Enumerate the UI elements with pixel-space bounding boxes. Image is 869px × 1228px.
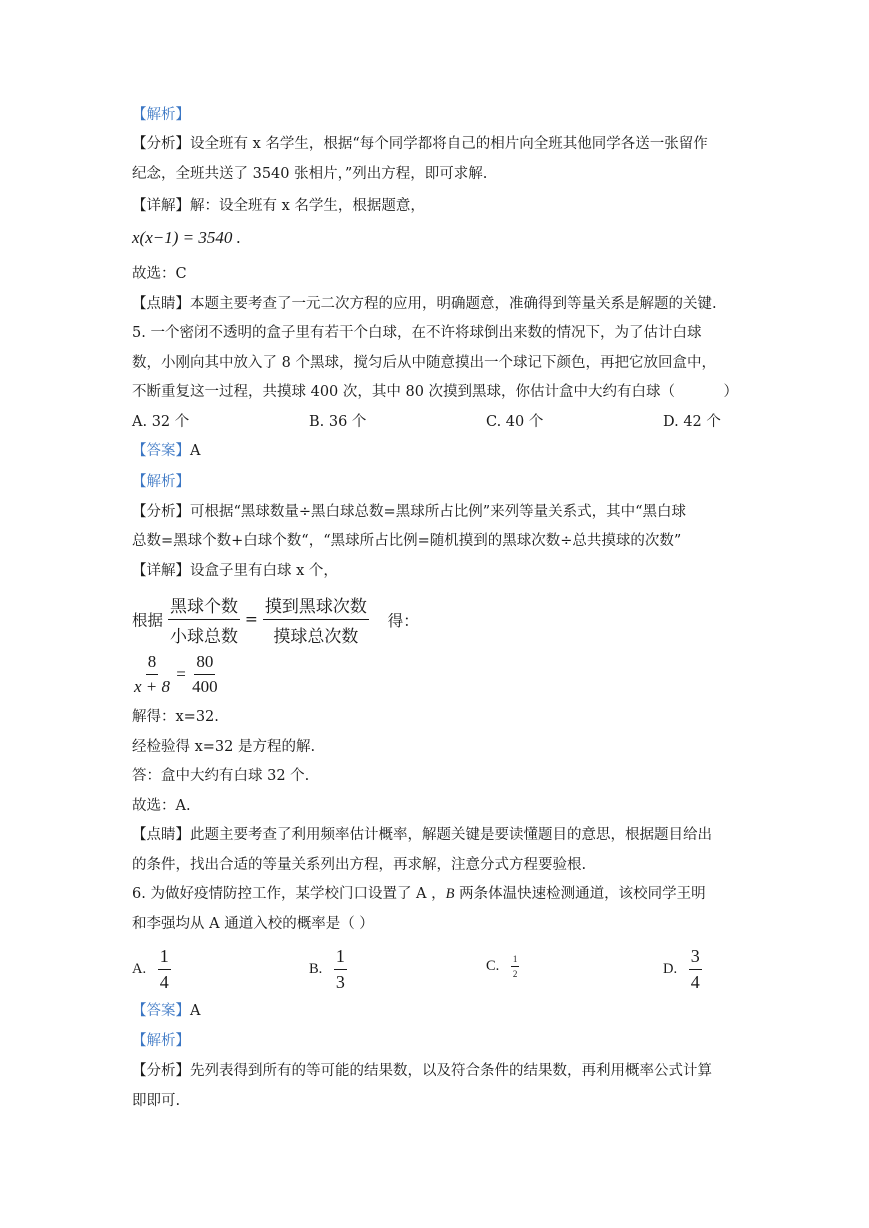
fraction-numerator: 黑球个数 xyxy=(168,592,240,620)
fraction-3-over-4 xyxy=(689,946,702,993)
q4-answer-choice: 故选：C xyxy=(132,266,187,282)
q6-analysis-line-2: 即即可. xyxy=(132,1093,181,1109)
q5-comment-line-1 xyxy=(132,825,738,845)
section-jiexi xyxy=(132,105,190,125)
q5-stem-line-2: 数，小刚向其中放入了 8 个黑球，搅匀后从中随意摸出一个球记下颜色，再把它放回盒中， xyxy=(132,355,716,371)
q5-verify-line: 经检验得 x=32 是方程的解. xyxy=(132,739,316,755)
q5-option-b: B. 36 个 xyxy=(309,414,367,430)
q4-analysis-text-1: 设全班有 x 名学生，根据“每个同学都将自己的相片向全班其他同学各送一张留作 xyxy=(190,136,708,152)
fraction-numerator: 1 xyxy=(334,946,347,970)
q6-answer-line xyxy=(132,1001,200,1021)
fenxi-tag: 【分析】 xyxy=(132,136,190,152)
q5-proportion-equation xyxy=(132,592,419,647)
q6-answer-value: A xyxy=(190,1003,201,1019)
q4-analysis-line-1 xyxy=(132,134,738,154)
q5-jiexi xyxy=(132,472,190,492)
fenxi-tag: 【分析】 xyxy=(132,1063,190,1079)
q5-solve-line: 解得：x=32. xyxy=(132,709,219,725)
xiangjie-tag: 【详解】 xyxy=(132,563,190,579)
q5-answer-value: A xyxy=(190,443,201,459)
q5-comment-line-2: 的条件，找出合适的等量关系列出方程，再求解，注意分式方程要验根. xyxy=(132,857,587,873)
q5-answer-line xyxy=(132,441,200,461)
q6-option-a xyxy=(132,946,171,993)
fraction-draws-over-total-draws xyxy=(263,592,369,647)
q5-analysis-line-1 xyxy=(132,502,738,522)
fraction-numerator: 80 xyxy=(194,652,215,675)
q5-option-d: D. 42 个 xyxy=(663,414,721,430)
option-label: B. xyxy=(309,961,323,977)
q4-comment-line xyxy=(132,294,717,314)
fraction-denominator: x + 8 xyxy=(134,677,171,696)
q6-option-c xyxy=(486,954,519,979)
fraction-denominator: 4 xyxy=(690,972,700,992)
q5-answer-choice: 故选：A. xyxy=(132,798,191,814)
q4-detail-line xyxy=(132,196,425,216)
fraction-denominator: 小球总数 xyxy=(169,627,238,647)
jiexi-tag: 【解析】 xyxy=(132,1033,190,1049)
fraction-black-over-total xyxy=(168,592,240,647)
q5-analysis-text-1: 可根据“黑球数量÷黑白球总数=黑球所占比例”来列等量关系式，其中“黑白球 xyxy=(190,504,687,520)
option-label: C. xyxy=(486,958,500,974)
xiangjie-tag: 【详解】 xyxy=(132,198,190,214)
fraction-denominator: 3 xyxy=(335,972,345,992)
q6-stem-text-1a: 6. 为做好疫情防控工作，某学校门口设置了 A ， xyxy=(132,886,446,902)
jiexi-tag: 【解析】 xyxy=(132,107,190,123)
q4-analysis-line-2: 纪念，全班共送了 3540 张相片，”列出方程，即可求解. xyxy=(132,166,488,182)
dianjing-tag: 【点睛】 xyxy=(132,827,190,843)
q5-detail-text: 设盒子里有白球 x 个， xyxy=(190,563,338,579)
q5-option-a: A. 32 个 xyxy=(132,414,190,430)
q5-stem-line-1: 5. 一个密闭不透明的盒子里有若干个白球，在不许将球倒出来数的情况下，为了估计白球 xyxy=(132,325,702,341)
fraction-numerator: 1 xyxy=(511,954,520,967)
fraction-1-over-2 xyxy=(511,954,520,979)
q5-numeric-equation xyxy=(132,652,220,697)
genju-text: 根据 xyxy=(132,611,164,630)
q5-stem-line-3 xyxy=(132,382,738,402)
de-text: 得： xyxy=(387,611,419,630)
q6-stem-text-1c: 两条体温快速检测通道，该校同学王明 xyxy=(454,886,706,902)
option-label: A. xyxy=(132,961,147,977)
fraction-denominator: 摸球总次数 xyxy=(273,627,359,647)
q6-stem-line-2: 和李强均从 A 通道入校的概率是（ ） xyxy=(132,916,374,932)
equals-sign: = xyxy=(244,610,258,629)
fraction-numerator: 8 xyxy=(146,652,159,675)
q6-channel-b: B xyxy=(445,886,455,902)
q6-analysis-line-1 xyxy=(132,1061,738,1081)
fraction-numerator: 摸到黑球次数 xyxy=(263,592,369,620)
q5-stem-paren-close: ） xyxy=(723,384,738,400)
daan-tag: 【答案】 xyxy=(132,1003,190,1019)
q6-analysis-text-1: 先列表得到所有的等可能的结果数，以及符合条件的结果数，再利用概率公式计算 xyxy=(190,1063,712,1079)
fenxi-tag: 【分析】 xyxy=(132,504,190,520)
fraction-numerator: 3 xyxy=(689,946,702,970)
q5-detail-line xyxy=(132,561,338,581)
fraction-8-over-x-plus-8 xyxy=(132,652,172,697)
daan-tag: 【答案】 xyxy=(132,443,190,459)
q4-comment-text: 本题主要考查了一元二次方程的应用，明确题意，准确得到等量关系是解题的关键. xyxy=(190,296,717,312)
q4-equation: x(x−1) = 3540 . xyxy=(132,228,241,247)
fraction-numerator: 1 xyxy=(158,946,171,970)
q5-answer-statement: 答：盒中大约有白球 32 个. xyxy=(132,768,310,784)
option-label: D. xyxy=(663,961,678,977)
q5-option-c: C. 40 个 xyxy=(486,414,544,430)
fraction-1-over-4 xyxy=(158,946,171,993)
fraction-80-over-400 xyxy=(190,652,220,697)
equals-sign: = xyxy=(176,664,186,684)
dianjing-tag: 【点睛】 xyxy=(132,296,190,312)
q6-option-b xyxy=(309,946,347,993)
jiexi-tag: 【解析】 xyxy=(132,474,190,490)
fraction-denominator: 400 xyxy=(192,677,218,696)
q6-jiexi xyxy=(132,1031,190,1051)
fraction-1-over-3 xyxy=(334,946,347,993)
q6-option-d xyxy=(663,946,702,993)
q6-stem-line-1 xyxy=(132,884,738,904)
q5-comment-text-1: 此题主要考查了利用频率估计概率，解题关键是要读懂题目的意思，根据题目给出 xyxy=(190,827,712,843)
fraction-denominator: 4 xyxy=(159,972,169,992)
q5-analysis-line-2: 总数=黑球个数+白球个数“，“黑球所占比例=随机摸到的黑球次数÷总共摸球的次数” xyxy=(132,533,682,549)
fraction-denominator: 2 xyxy=(512,969,518,979)
q5-stem-text-3: 不断重复这一过程，共摸球 400 次，其中 80 次摸到黑球，你估计盒中大约有白球（ xyxy=(132,384,676,400)
q4-detail-text: 解：设全班有 x 名学生，根据题意， xyxy=(190,198,425,214)
